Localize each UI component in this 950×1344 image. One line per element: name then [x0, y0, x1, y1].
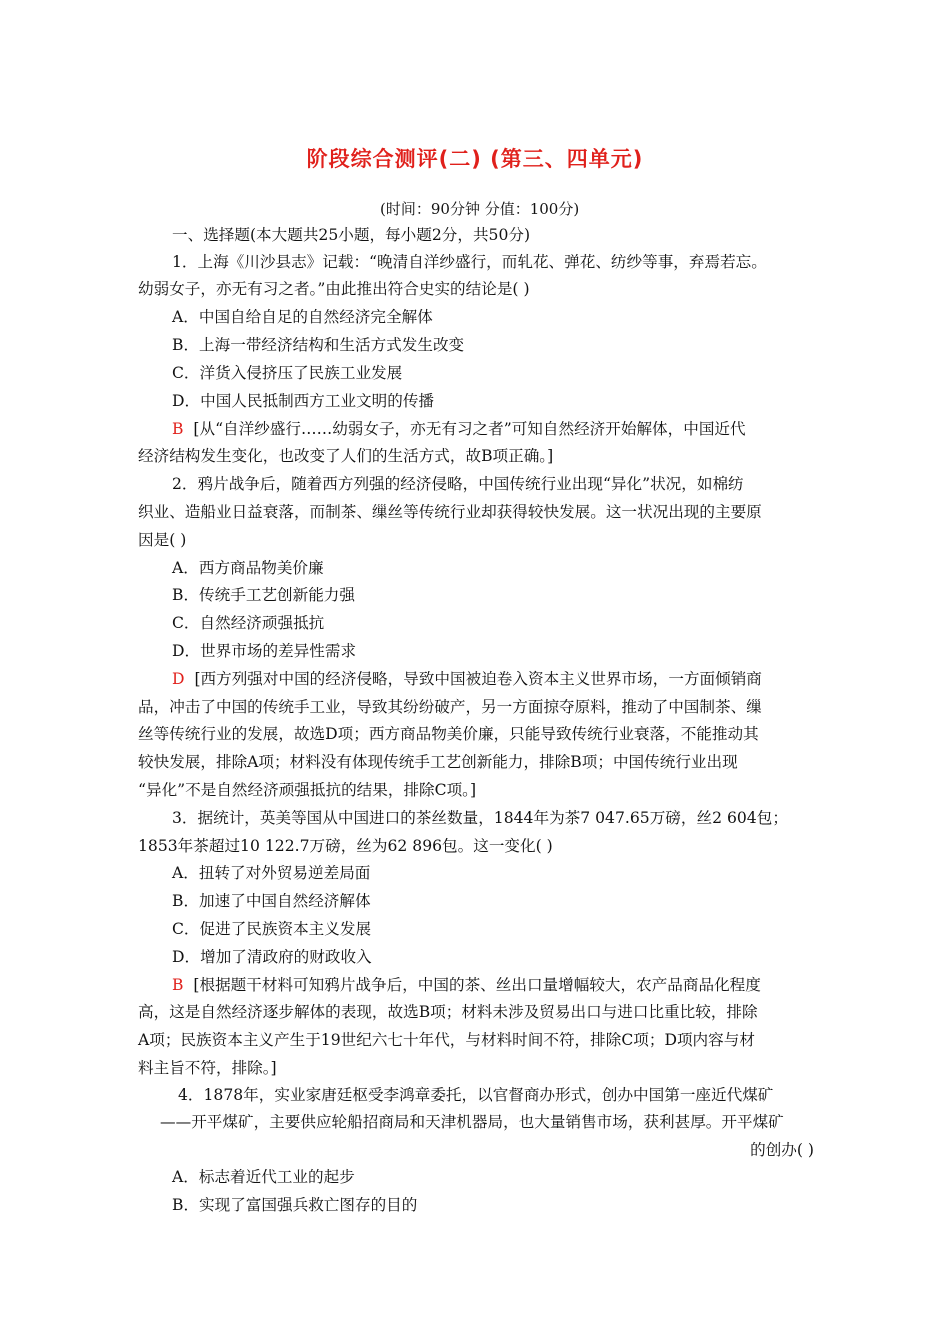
q3-stem-line-2: 1853年茶超过10 122.7万磅，丝为62 896包。这一变化( )	[138, 837, 553, 855]
q2-stem-line-3: 因是( )	[138, 531, 187, 549]
q2-explanation-line-4: 较快发展，排除A项；材料没有体现传统手工艺创新能力，排除B项；中国传统行业出现	[138, 753, 738, 771]
q3-explanation-text: [根据题干材料可知鸦片战争后，中国的茶、丝出口量增幅较大，农产品商品化程度	[193, 976, 761, 994]
q2-explanation-line-1	[172, 669, 762, 689]
q3-answer: B	[172, 976, 184, 994]
q4-option-a: A．标志着近代工业的起步	[172, 1168, 355, 1186]
q2-option-d: D．世界市场的差异性需求	[172, 642, 357, 660]
q3-explanation-line-3: A项；民族资本主义产生于19世纪六七十年代，与材料时间不符，排除C项；D项内容与材	[138, 1031, 755, 1049]
q2-explanation-line-2: 品，冲击了中国的传统手工业，导致其纷纷破产，另一方面掠夺原料，推动了中国制茶、缫	[138, 698, 762, 716]
q4-option-b: B．实现了富国强兵救亡图存的目的	[172, 1196, 418, 1214]
q2-stem-line-1: 2．鸦片战争后，随着西方列强的经济侵略，中国传统行业出现“异化”状况，如棉纺	[172, 475, 744, 493]
page-title: 阶段综合测评(二) (第三、四单元)	[306, 147, 644, 171]
q2-explanation-text: [西方列强对中国的经济侵略，导致中国被迫卷入资本主义世界市场，一方面倾销商	[194, 670, 762, 688]
exam-meta: (时间：90分钟 分值：100分)	[380, 200, 580, 218]
q4-stem-line-3: 的创办( )	[750, 1141, 814, 1159]
q1-option-a: A．中国自给自足的自然经济完全解体	[172, 308, 433, 326]
q2-explanation-line-3: 丝等传统行业的发展，故选D项；西方商品物美价廉，只能导致传统行业衰落，不能推动其	[138, 725, 759, 743]
q4-stem-line-1: 4．1878年，实业家唐廷枢受李鸿章委托，以官督商办形式，创办中国第一座近代煤矿	[178, 1086, 774, 1104]
q3-explanation-line-4: 料主旨不符，排除。]	[138, 1059, 277, 1077]
q1-answer: B	[172, 420, 184, 438]
q1-option-d: D．中国人民抵制西方工业文明的传播	[172, 392, 435, 410]
section-heading: 一、选择题(本大题共25小题，每小题2分，共50分)	[172, 226, 531, 244]
q3-option-a: A．扭转了对外贸易逆差局面	[172, 864, 371, 882]
q1-stem-line-2: 幼弱女子，亦无有习之者。”由此推出符合史实的结论是( )	[138, 280, 530, 298]
q3-option-d: D．增加了清政府的财政收入	[172, 948, 372, 966]
q3-explanation-line-1	[172, 975, 761, 995]
q1-explanation-line-2: 经济结构发生变化，也改变了人们的生活方式，故B项正确。]	[138, 447, 554, 465]
q1-explanation-text: [从“自洋纱盛行……幼弱女子，亦无有习之者”可知自然经济开始解体，中国近代	[193, 420, 746, 438]
q2-option-a: A．西方商品物美价廉	[172, 559, 324, 577]
q1-option-b: B．上海一带经济结构和生活方式发生改变	[172, 336, 465, 354]
q1-explanation-line-1	[172, 419, 746, 439]
q3-option-b: B．加速了中国自然经济解体	[172, 892, 371, 910]
q1-option-c: C．洋货入侵挤压了民族工业发展	[172, 364, 403, 382]
q3-explanation-line-2: 高，这是自然经济逐步解体的表现，故选B项；材料未涉及贸易出口与进口比重比较，排除	[138, 1003, 758, 1021]
q4-stem-line-2: ——开平煤矿，主要供应轮船招商局和天津机器局，也大量销售市场，获利甚厚。开平煤矿	[160, 1113, 784, 1131]
q2-option-b: B．传统手工艺创新能力强	[172, 586, 355, 604]
q2-answer: D	[172, 670, 185, 688]
q2-stem-line-2: 织业、造船业日益衰落，而制茶、缫丝等传统行业却获得较快发展。这一状况出现的主要原	[138, 503, 762, 521]
q3-option-c: C．促进了民族资本主义发展	[172, 920, 372, 938]
q3-stem-line-1: 3．据统计，英美等国从中国进口的茶丝数量，1844年为茶7 047.65万磅，丝2 604包；	[172, 809, 788, 827]
q1-stem-line-1: 1．上海《川沙县志》记载：“晚清自洋纱盛行，而轧花、弹花、纺纱等事，弃焉若忘。	[172, 253, 767, 271]
q2-option-c: C．自然经济顽强抵抗	[172, 614, 325, 632]
q2-explanation-line-5: “异化”不是自然经济顽强抵抗的结果，排除C项。]	[138, 781, 477, 799]
